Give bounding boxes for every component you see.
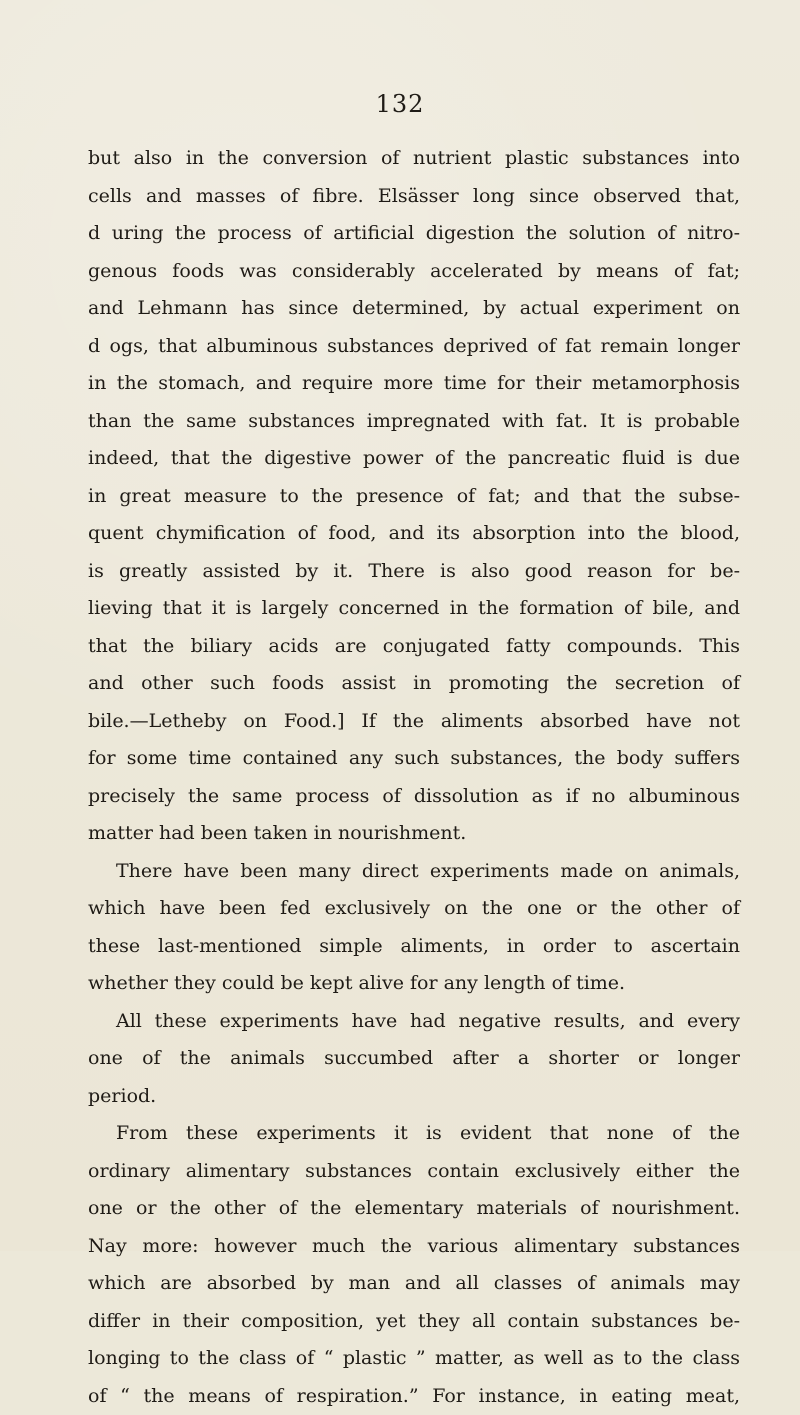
text-line: one of the animals succumbed after a shorter or longer: [88, 1040, 740, 1078]
text-line: genous foods was considerably accelerated by means of fat;: [88, 253, 740, 291]
text-line: ordinary alimentary substances contain exclusively either the: [88, 1153, 740, 1191]
text-line: All these experiments have had negative results, and every: [88, 1003, 740, 1041]
text-line: quent chymification of food, and its absorption into the blood,: [88, 515, 740, 553]
text-line: precisely the same process of dissolution as if no albuminous: [88, 778, 740, 816]
text-line: differ in their composition, yet they all contain substances be-: [88, 1303, 740, 1341]
text-line: for some time contained any such substances, the body suffers: [88, 740, 740, 778]
text-line: in the stomach, and require more time for their metamorphosis: [88, 365, 740, 403]
text-line: but also in the conversion of nutrient plastic substances into: [88, 140, 740, 178]
text-line: in great measure to the presence of fat; and that the subse-: [88, 478, 740, 516]
text-line: longing to the class of “ plastic ” matter, as well as to the class: [88, 1340, 740, 1378]
text-line: these last-mentioned simple aliments, in order to ascertain: [88, 928, 740, 966]
text-line: one or the other of the elementary materials of nourishment.: [88, 1190, 740, 1228]
page-number: 132: [0, 92, 800, 116]
text-line: There have been many direct experiments made on animals,: [88, 853, 740, 891]
text-line: bile.—Letheby on Food.] If the aliments absorbed have not: [88, 703, 740, 741]
text-line: d ogs, that albuminous substances deprived of fat remain longer: [88, 328, 740, 366]
text-line: indeed, that the digestive power of the pancreatic fluid is due: [88, 440, 740, 478]
text-line: d uring the process of artificial digestion the solution of nitro-: [88, 215, 740, 253]
text-line: that the biliary acids are conjugated fatty compounds. This: [88, 628, 740, 666]
text-line: is greatly assisted by it. There is also good reason for be-: [88, 553, 740, 591]
text-line: of “ the means of respiration.” For instance, in eating meat,: [88, 1378, 740, 1415]
text-line: Nay more: however much the various alimentary substances: [88, 1228, 740, 1266]
text-line: which are absorbed by man and all classes of animals may: [88, 1265, 740, 1303]
text-line: lieving that it is largely concerned in the formation of bile, and: [88, 590, 740, 628]
text-line: and other such foods assist in promoting the secretion of: [88, 665, 740, 703]
text-line: matter had been taken in nourishment.: [88, 815, 740, 853]
text-line: cells and masses of fibre. Elsässer long since observed that,: [88, 178, 740, 216]
text-line: period.: [88, 1078, 740, 1116]
text-line: and Lehmann has since determined, by actual experiment on: [88, 290, 740, 328]
text-line: whether they could be kept alive for any length of time.: [88, 965, 740, 1003]
text-line: which have been fed exclusively on the one or the other of: [88, 890, 740, 928]
text-line: From these experiments it is evident that none of the: [88, 1115, 740, 1153]
page-body: [88, 140, 740, 1415]
text-line: than the same substances impregnated with fat. It is probable: [88, 403, 740, 441]
